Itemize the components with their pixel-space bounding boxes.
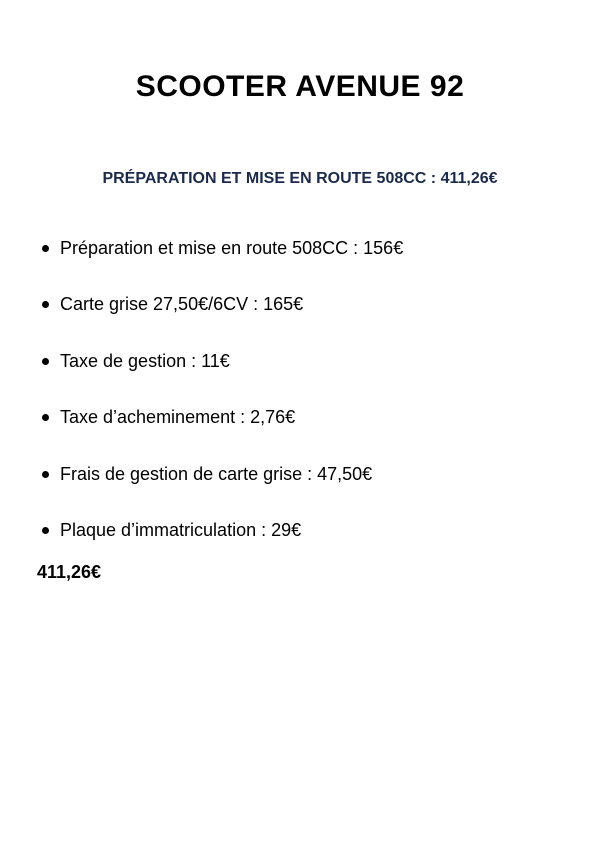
bullet-icon xyxy=(42,527,49,534)
list-item-text: Taxe de gestion : 11€ xyxy=(60,350,230,371)
bullet-icon xyxy=(42,358,49,365)
list-item-text: Carte grise 27,50€/6CV : 165€ xyxy=(60,294,304,315)
total-amount: 411,26€ xyxy=(37,562,102,582)
list-item-text: Frais de gestion de carte grise : 47,50€ xyxy=(60,463,373,484)
list-item xyxy=(38,277,403,334)
page-title: SCOOTER AVENUE 92 xyxy=(135,70,465,103)
section-subtitle: PRÉPARATION ET MISE EN ROUTE 508CC : 411,26€ xyxy=(102,170,498,187)
bullet-icon xyxy=(42,471,49,478)
list-item-text: Taxe d’acheminement : 2,76€ xyxy=(60,407,296,428)
list-item-text: Plaque d’immatriculation : 29€ xyxy=(60,520,302,541)
bullet-icon xyxy=(42,301,49,308)
list-item-text: Préparation et mise en route 508CC : 156€ xyxy=(60,237,404,258)
bullet-icon xyxy=(42,245,49,252)
fee-list xyxy=(38,220,403,559)
list-item xyxy=(38,503,403,560)
bullet-icon xyxy=(42,414,49,421)
list-item xyxy=(38,446,403,503)
list-item xyxy=(38,390,403,447)
list-item xyxy=(38,333,403,390)
list-item xyxy=(38,220,403,277)
